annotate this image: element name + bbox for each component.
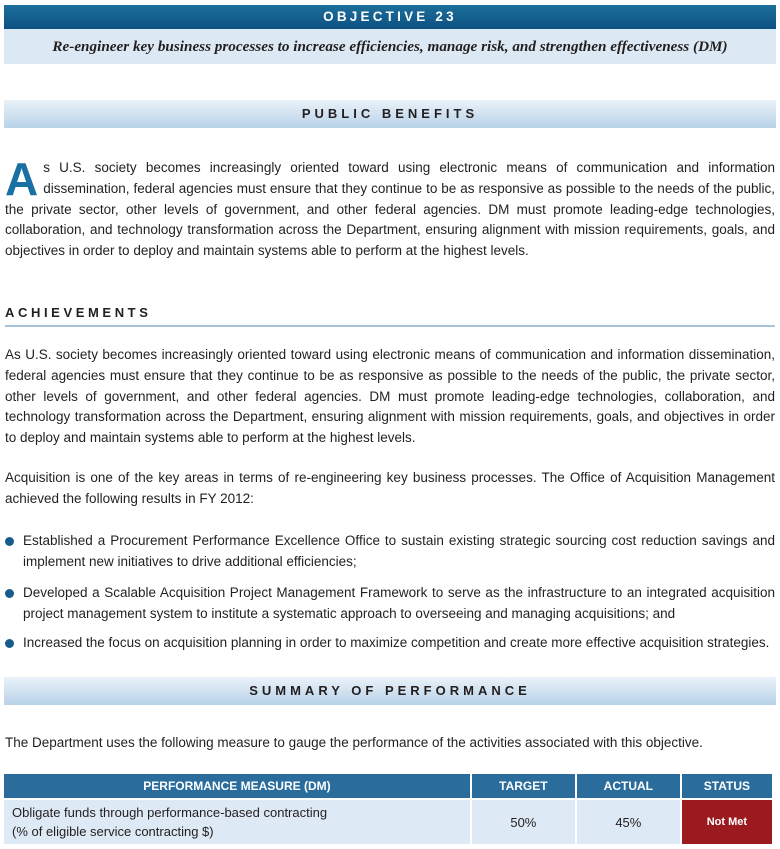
public-benefits-text: s U.S. society becomes increasingly oriented toward using electronic means of communication and information dissemination, federal agencies must ensure that they continue to be as responsive as possible to the needs of the public, the private sector, other levels of government, and other federal agencies. DM must promote leading-edge technologies, collaboration, and technology transformation across the Department, ensuring alignment with mission requirements, goals, and objectives in order to deploy and maintain systems able to perform at the highest levels.	[5, 160, 775, 259]
list-item	[5, 633, 775, 654]
status-badge: Not Met	[682, 800, 772, 844]
actual-cell: 45%	[577, 800, 680, 844]
target-cell: 50%	[472, 800, 575, 844]
list-item	[5, 531, 775, 573]
objective-subtitle: Re-engineer key business processes to increase efficiencies, manage risk, and strengthen effectiveness (DM)	[4, 29, 776, 64]
list-item-text: Established a Procurement Performance Excellence Office to sustain existing strategic sourcing cost reduction savings and implement new initiatives to drive additional efficiencies;	[23, 533, 775, 569]
performance-table	[2, 774, 774, 844]
list-item-text: Developed a Scalable Acquisition Project Management Framework to serve as the infrastructure to an integrated acquisition project management system to institute a systematic approach to overseeing and managing acquisitions; and	[23, 585, 775, 621]
public-benefits-paragraph	[5, 153, 775, 262]
dropcap-letter: A	[5, 153, 39, 205]
table-header-row	[4, 774, 772, 800]
summary-heading: SUMMARY OF PERFORMANCE	[4, 677, 776, 705]
list-item-text: Increased the focus on acquisition planning in order to maximize competition and create more effective acquisition strategies.	[23, 635, 770, 650]
column-header: ACTUAL	[577, 774, 680, 800]
column-header: STATUS	[682, 774, 772, 800]
measure-line-2: (% of eligible service contracting $)	[12, 824, 214, 839]
achievements-paragraph-1: As U.S. society becomes increasingly oriented toward using electronic means of communication and information dissemination, federal agencies must ensure that they continue to be as responsive as possible to the needs of the public, the private sector, other levels of government, and other federal agencies. DM must promote leading-edge technologies, collaboration, and technology transformation across the Department, ensuring alignment with mission requirements, goals, and objectives in order to deploy and maintain systems able to perform at the highest levels.	[5, 347, 775, 446]
achievements-heading: ACHIEVEMENTS	[5, 305, 775, 327]
table-row	[4, 800, 772, 844]
list-item	[5, 583, 775, 625]
column-header: TARGET	[472, 774, 575, 800]
summary-intro: The Department uses the following measure to gauge the performance of the activities associated with this objective.	[5, 735, 703, 750]
public-benefits-heading: PUBLIC BENEFITS	[4, 100, 776, 128]
measure-line-1: Obligate funds through performance-based contracting	[12, 805, 328, 820]
column-header: PERFORMANCE MEASURE (DM)	[4, 774, 470, 800]
measure-cell	[4, 800, 470, 844]
bullet-icon	[5, 537, 14, 546]
achievements-paragraph-2: Acquisition is one of the key areas in terms of re-engineering key business processes. The Office of Acquisition Management achieved the following results in FY 2012:	[5, 470, 775, 506]
bullet-icon	[5, 639, 14, 648]
objective-banner: OBJECTIVE 23	[4, 5, 776, 29]
bullet-icon	[5, 589, 14, 598]
